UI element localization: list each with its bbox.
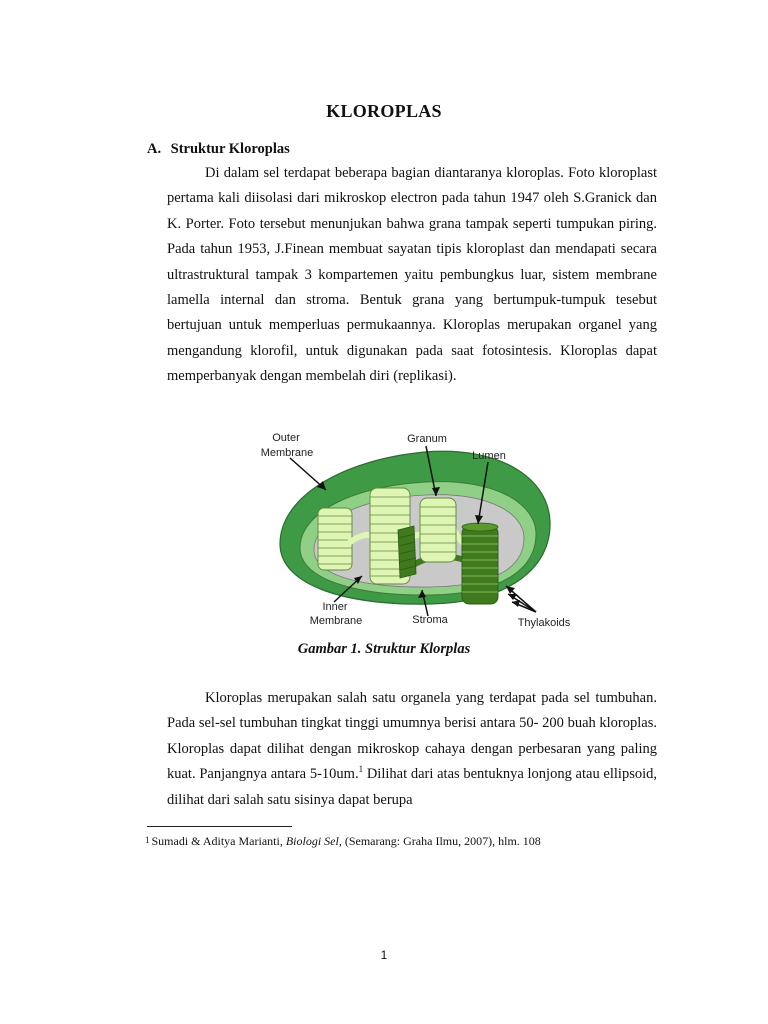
label-outer-membrane-line1: Outer	[272, 432, 300, 444]
paragraph-2	[167, 686, 657, 813]
label-granum: Granum	[407, 433, 447, 445]
chloroplast-figure	[250, 426, 580, 634]
footnote-book-title: Biologi Sel	[285, 834, 339, 848]
granum-right-middle	[420, 498, 456, 562]
page-number: 1	[380, 948, 388, 962]
paragraph-2-text-a: Kloroplas merupakan salah satu organela yang terdapat pada sel tumbuhan. Pada sel-sel tumbuhan tingkat tinggi umumnya berisi antara 50- 200 buah kloroplas. Kloroplas dapat dilihat dengan mikroskop cahaya dengan perbesaran yang paling kuat. Panjangnya antara 5-10um.	[167, 690, 657, 783]
footnote-divider	[147, 826, 292, 827]
label-outer-membrane-line2: Membrane	[260, 447, 314, 459]
page-title: KLOROPLAS	[326, 101, 442, 121]
figure-caption: Gambar 1. Struktur Klorplas	[297, 641, 471, 657]
section-number: A.	[147, 141, 162, 157]
granum-left	[318, 508, 352, 570]
footnote	[145, 834, 541, 849]
footnote-mark: 1	[145, 835, 150, 845]
granum-dark-cut	[398, 526, 416, 578]
chloroplast-diagram	[250, 426, 580, 634]
section-title: Struktur Kloroplas	[170, 141, 290, 157]
label-stroma: Stroma	[412, 614, 448, 626]
label-thylakoids: Thylakoids	[517, 617, 571, 629]
paragraph-2-text-b: Dilihat dari atas bentuknya lonjong atau ellipsoid, dilihat dari salah satu sisinya dapat berupa	[167, 766, 657, 808]
footnote-authors: Sumadi & Aditya Marianti,	[151, 834, 286, 848]
label-lumen: Lumen	[472, 450, 506, 462]
label-inner-membrane-line2: Membrane	[309, 615, 363, 627]
label-inner-membrane-line1: Inner	[322, 601, 348, 613]
section-heading	[147, 141, 290, 158]
granum-right-dark	[462, 523, 498, 604]
footnote-details: , (Semarang: Graha Ilmu, 2007), hlm. 108	[338, 834, 541, 848]
paragraph-1: Di dalam sel terdapat beberapa bagian diantaranya kloroplas. Foto kloroplast pertama kali diisolasi dari mikroskop electron pada tahun 1947 oleh S.Granick dan K. Porter. Foto tersebut menunjukan bahwa grana tampak seperti tumpukan piring. Pada tahun 1953, J.Finean membuat sayatan tipis kloroplast dan mendapati secara ultrastruktural tampak 3 kompartemen yaitu pembungkus luar, sistem membrane lamella internal dan stroma. Bentuk grana yang bertumpuk-tumpuk tesebut bertujuan untuk memperluas permukaannya. Kloroplas merupakan organel yang mengandung klorofil, untuk digunakan pada saat fotosintesis. Kloroplas dapat memperbanyak dengan membelah diri (replikasi).	[167, 165, 657, 385]
footnote-reference[interactable]: 1	[358, 764, 364, 775]
